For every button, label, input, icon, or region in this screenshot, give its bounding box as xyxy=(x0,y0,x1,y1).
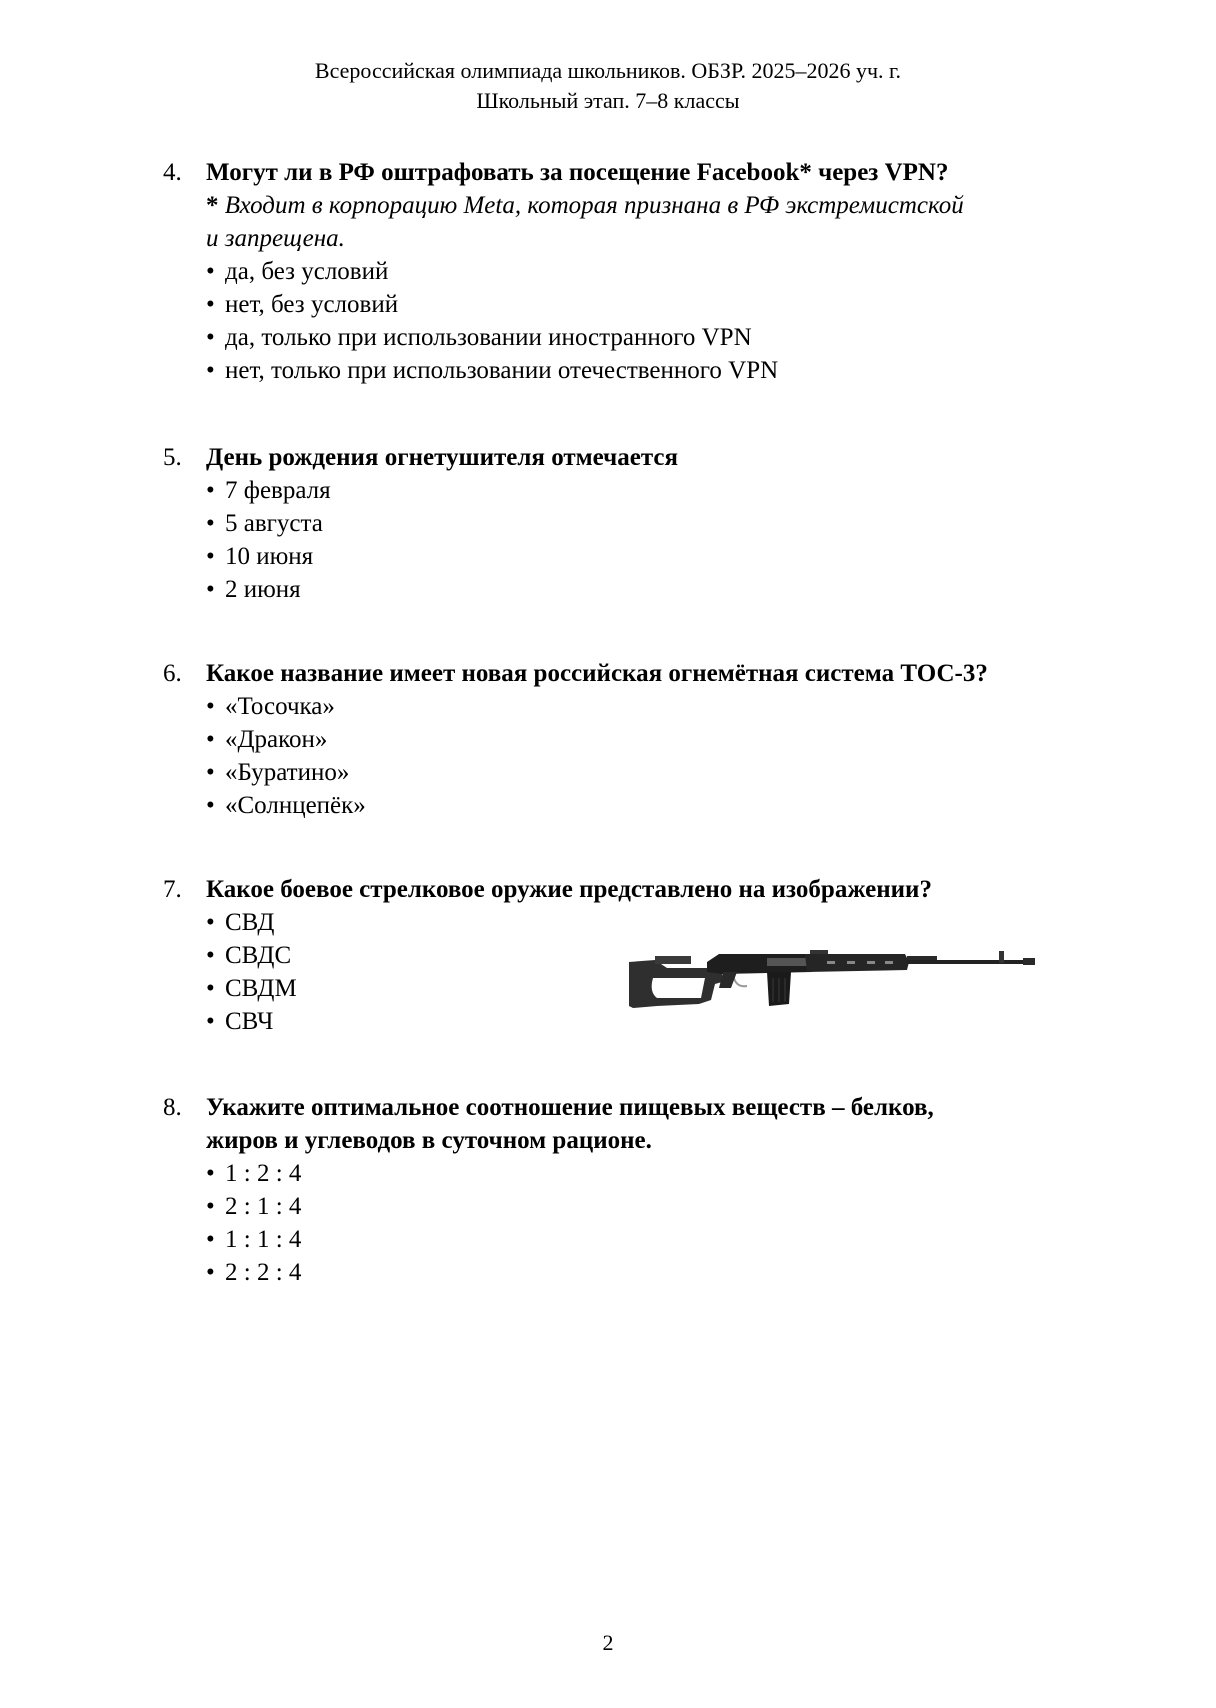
bullet-icon: • xyxy=(206,477,215,504)
footnote-line-1: Входит в корпорацию Meta, которая признана в РФ экстремистской xyxy=(218,192,964,219)
question-4 xyxy=(163,156,1113,387)
answer-option[interactable]: • 2 : 2 : 4 xyxy=(206,1256,1113,1289)
bullet-icon: • xyxy=(206,792,215,819)
answer-option[interactable]: • СВЧ xyxy=(206,1005,1113,1038)
header-stage: Школьный этап. 7–8 классы xyxy=(476,88,740,113)
question-number: 7. xyxy=(163,876,182,903)
bullet-icon: • xyxy=(206,726,215,753)
question-number: 8. xyxy=(163,1094,182,1121)
answer-option[interactable]: • СВД xyxy=(206,906,1113,939)
page-number: 2 xyxy=(602,1630,614,1655)
answer-option[interactable]: • 5 августа xyxy=(206,507,1113,540)
question-8 xyxy=(163,1091,1113,1289)
bullet-icon: • xyxy=(206,1259,215,1286)
answer-options xyxy=(206,474,1113,606)
header-olympiad-title: Всероссийская олимпиада школьников. ОБЗР. 2025–2026 уч. г. xyxy=(314,58,902,83)
question-number: 5. xyxy=(163,444,182,471)
bullet-icon: • xyxy=(206,942,215,969)
bullet-icon: • xyxy=(206,1160,215,1187)
question-5 xyxy=(163,441,1113,606)
bullet-icon: • xyxy=(206,510,215,537)
answer-options xyxy=(206,1157,1113,1289)
answer-option[interactable]: • СВДС xyxy=(206,939,1113,972)
answer-options xyxy=(206,690,1113,822)
bullet-icon: • xyxy=(206,1226,215,1253)
bullet-icon: • xyxy=(206,693,215,720)
bullet-icon: • xyxy=(206,975,215,1002)
question-text: Какое боевое стрелковое оружие представлено на изображении? xyxy=(206,876,932,903)
bullet-icon: • xyxy=(206,1193,215,1220)
bullet-icon: • xyxy=(206,324,215,351)
question-text-line-2: жиров и углеводов в суточном рационе. xyxy=(206,1127,652,1154)
question-number: 4. xyxy=(163,159,182,186)
bullet-icon: • xyxy=(206,1008,215,1035)
answer-option[interactable]: • нет, без условий xyxy=(206,288,1113,321)
answer-option[interactable]: • «Тосочка» xyxy=(206,690,1113,723)
question-text: Какое название имеет новая российская огнемётная система ТОС-3? xyxy=(206,660,988,687)
sniper-rifle-image xyxy=(627,948,1037,1018)
question-text xyxy=(206,1091,1106,1157)
page-header xyxy=(0,56,1216,116)
answer-options xyxy=(206,255,1113,387)
bullet-icon: • xyxy=(206,909,215,936)
answer-option[interactable]: • 2 : 1 : 4 xyxy=(206,1190,1113,1223)
question-text-line-1: Укажите оптимальное соотношение пищевых веществ – белков, xyxy=(206,1094,934,1121)
answer-option[interactable]: • да, только при использовании иностранного VPN xyxy=(206,321,1113,354)
answer-option[interactable]: • 1 : 1 : 4 xyxy=(206,1223,1113,1256)
question-number: 6. xyxy=(163,660,182,687)
bullet-icon: • xyxy=(206,576,215,603)
question-footnote xyxy=(206,189,1113,222)
bullet-icon: • xyxy=(206,291,215,318)
question-text: Могут ли в РФ оштрафовать за посещение Facebook* через VPN? xyxy=(206,159,949,186)
answer-option[interactable]: • «Солнцепёк» xyxy=(206,789,1113,822)
answer-option[interactable]: • 7 февраля xyxy=(206,474,1113,507)
answer-option[interactable]: • СВДМ xyxy=(206,972,1113,1005)
answer-option[interactable]: • 1 : 2 : 4 xyxy=(206,1157,1113,1190)
question-text: День рождения огнетушителя отмечается xyxy=(206,444,679,471)
answer-option[interactable]: • «Буратино» xyxy=(206,756,1113,789)
answer-option[interactable]: • «Дракон» xyxy=(206,723,1113,756)
bullet-icon: • xyxy=(206,357,215,384)
bullet-icon: • xyxy=(206,258,215,285)
answer-option[interactable]: • 10 июня xyxy=(206,540,1113,573)
footnote-star: * xyxy=(206,192,219,219)
bullet-icon: • xyxy=(206,543,215,570)
answer-option[interactable]: • да, без условий xyxy=(206,255,1113,288)
answer-option[interactable]: • 2 июня xyxy=(206,573,1113,606)
footnote-line-2: и запрещена. xyxy=(206,225,345,252)
question-6 xyxy=(163,657,1113,822)
answer-option[interactable]: • нет, только при использовании отечественного VPN xyxy=(206,354,1113,387)
bullet-icon: • xyxy=(206,759,215,786)
